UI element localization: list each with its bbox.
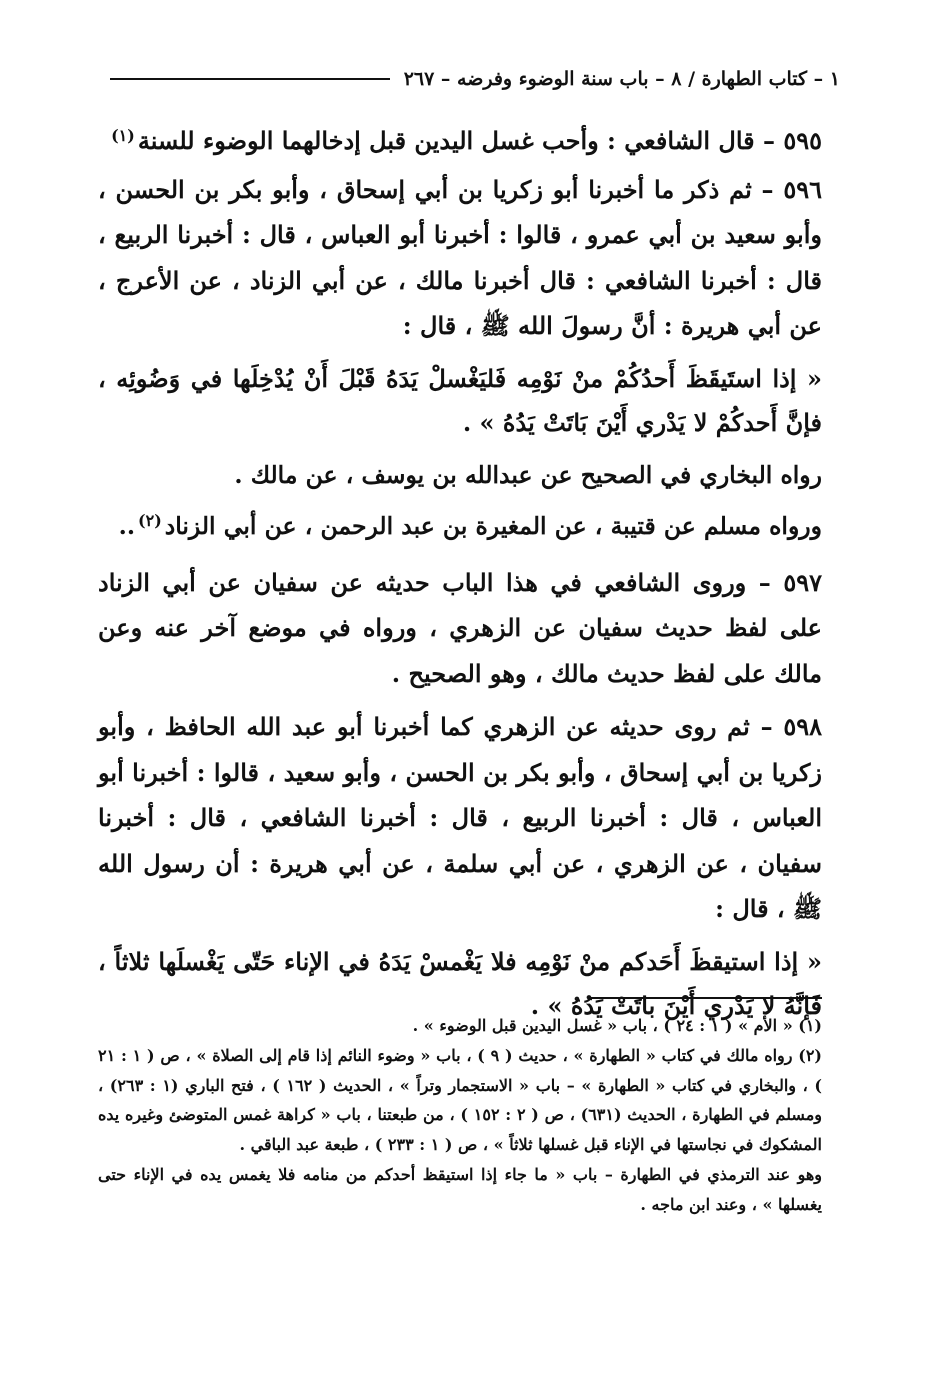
hadith-2: « إذا استيقظَ أَحَدكم منْ نَوْمِه فلا يَغْمسْ يَدَهُ في الإناء حَتّى يَغْسلَها ثلاثاً ، فَإنَّهُ لا يَدْري أَيْنَ باتَتْ يَدُهُ » . [98, 946, 822, 1020]
footnote-ref-1: (١) [111, 126, 135, 145]
paragraph-598: ٥٩٨ – ثم روى حديثه عن الزهري كما أخبرنا أبو عبد الله الحافظ ، وأبو زكريا بن أبي إسحاق ، وأبو بكر بن الحسن ، وأبو سعيد ، قالوا : أخبرنا أبو العباس ، قال : أخبرنا الربيع ، قال : أخبرنا الشافعي ، قال : أخبرنا سفيان ، عن الزهري ، عن أبي سلمة ، عن أبي هريرة : أن رسول الله ﷺ ، قال : [98, 712, 822, 923]
hadith-1: « إذا استَيقَظَ أَحدُكُمْ منْ نَوْمِه فَليَغْسلْ يَدَهُ قَبْلَ أَنْ يُدْخِلَها في وَضُوئِه ، فإنَّ أَحدكُمْ لا يَدْري أَيْنَ بَاتَتْ يَدُهُ » . [98, 363, 822, 437]
footnote-2: (٢) رواه مالك في كتاب « الطهارة » ، حديث ( ٩ ) ، باب « وضوء النائم إذا قام إلى الصلاة » ، ص ( ١ : ٢١ ) ، والبخاري في كتاب « الطهارة » – باب « الاستجمار وتراً » ، الحديث ( ١٦٢ ) ، فتح الباري (١ : ٢٦٣) ، ومسلم في الطهارة ، الحديث (٦٣١) ، ص ( ٢ : ١٥٢ ) ، من طبعتنا ، باب « كراهة غمس المتوضئ وغيره يده المشكوك في نجاستها في الإناء قبل غسلها ثلاثاً » ، ص ( ١ : ٢٣٣ ) ، طبعة عبد الباقي . [98, 1045, 823, 1155]
running-title: ١ – كتاب الطهارة / ٨ – باب سنة الوضوء وفرضه – ٢٦٧ [403, 68, 840, 90]
running-header [110, 62, 840, 96]
paragraph-596: ٥٩٦ – ثم ذكر ما أخبرنا أبو زكريا بن أبي إسحاق ، وأبو بكر بن الحسن ، وأبو سعيد بن أبي عمرو ، قالوا : أخبرنا أبو العباس ، قال : أخبرنا الربيع ، قال : أخبرنا الشافعي : قال أخبرنا مالك ، عن أبي الزناد ، عن الأعرج ، عن أبي هريرة : أنَّ رسولَ الله ﷺ ، قال : [98, 174, 822, 340]
footnote-1: (١) « الأم » ( ١ : ٢٤ ) ، باب « غسل اليدين قبل الوضوء » . [412, 1016, 822, 1035]
paragraph-597: ٥٩٧ – وروى الشافعي في هذا الباب حديثه عن سفيان عن أبي الزناد على لفظ حديث سفيان عن الزهري ، ورواه في موضع آخر عنه وعن مالك على لفظ حديث مالك ، وهو الصحيح . [98, 567, 822, 688]
muslim-narration-text: ورواه مسلم عن قتيبة ، عن المغيرة بن عبد الرحمن ، عن أبي الزناد [164, 512, 822, 540]
footnote-separator [588, 997, 822, 999]
bukhari-narration: رواه البخاري في الصحيح عن عبدالله بن يوسف ، عن مالك . [234, 460, 822, 489]
paragraph-595 [98, 118, 822, 167]
footnotes [98, 1011, 822, 1220]
body-text [98, 118, 822, 1028]
footnote-2-continued: وهو عند الترمذي في الطهارة – باب « ما جاء إذا استيقظ أحدكم من منامه فلا يغمس يده في الإناء حتى يغسلها » ، وعند ابن ماجه . [98, 1164, 822, 1214]
muslim-narration [98, 504, 822, 552]
header-rule [110, 78, 390, 80]
muslim-narration-end: .. [118, 512, 136, 540]
footnote-ref-2: (٢) [138, 511, 162, 530]
paragraph-595-text: ٥٩٥ – قال الشافعي : وأحب غسل اليدين قبل إدخالهما الوضوء للسنة [137, 126, 822, 155]
